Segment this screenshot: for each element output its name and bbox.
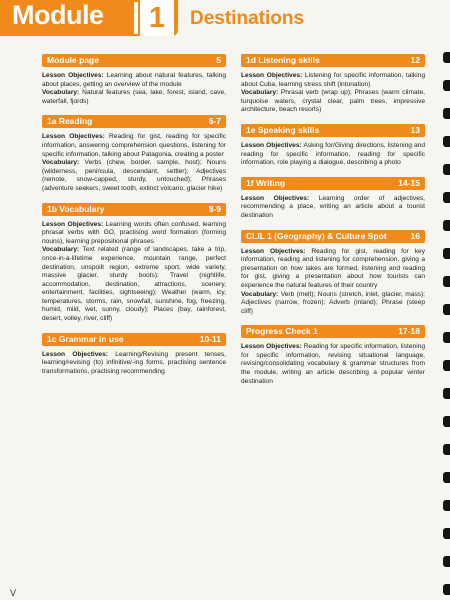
- section-clil-culture: [241, 230, 425, 317]
- binding-ring: [443, 528, 450, 539]
- section-text: [241, 248, 425, 317]
- binding-ring: [443, 80, 450, 91]
- left-column: [42, 54, 226, 385]
- binding-ring: [443, 360, 450, 371]
- objectives-text: Reading for gist, reading for specific information, answering comprehension questions, listening for specific information, talking about Patagonia, creating a poster: [42, 133, 226, 158]
- vocab-label: Vocabulary:: [42, 159, 80, 167]
- objectives-text: Listening for specific information, talking about Cuba, learning stress shift (intonation): [241, 72, 425, 88]
- section-bar: [241, 230, 425, 243]
- binding-ring: [443, 248, 450, 259]
- section-bar: [241, 325, 425, 338]
- section-page: 16: [410, 230, 420, 241]
- section-page: 12: [410, 55, 420, 65]
- section-1e-speaking: [241, 124, 425, 168]
- section-text: [241, 142, 425, 168]
- section-text: [42, 351, 226, 377]
- section-page: 10-11: [199, 333, 221, 344]
- objectives-label: Lesson Objectives:: [241, 247, 306, 255]
- section-page: 14-15: [398, 177, 420, 188]
- objectives-label: Lesson Objectives:: [241, 141, 302, 149]
- binding-ring: [443, 304, 450, 315]
- section-bar: [42, 54, 226, 67]
- binding-ring: [443, 500, 450, 511]
- section-module-page: [42, 54, 226, 106]
- objectives-label: Lesson Objectives:: [42, 350, 108, 358]
- objectives-label: Lesson Objectives:: [241, 72, 303, 79]
- section-bar: [42, 115, 226, 128]
- section-page: 13: [410, 124, 420, 135]
- vocab-label: Vocabulary:: [241, 290, 279, 298]
- section-1f-writing: [241, 177, 425, 221]
- binding-ring: [443, 584, 450, 595]
- objectives-text: Reading for gist, reading for key information, reading and listening for comprehension, giving a presentation on how lakes are formed, listening and reading for gist, giving a presentation about how tourists can experience the natural features of their country: [241, 247, 425, 289]
- binding-ring: [443, 52, 450, 63]
- section-text: [42, 133, 226, 193]
- vocab-text: Natural features (sea, lake, forest, island, cave, waterfall, fjords): [42, 89, 226, 105]
- binding-ring: [443, 388, 450, 399]
- section-bar: [241, 177, 425, 190]
- page-title: Destinations: [190, 8, 305, 29]
- section-bar: [241, 54, 425, 67]
- section-title: 1a Reading: [47, 116, 93, 127]
- section-title: CLIL 1 (Geography) & Culture Spot: [246, 230, 387, 241]
- objectives-text: Learning about natural features, talking about places, getting an overview of the module: [42, 72, 226, 88]
- binding-ring: [443, 136, 450, 147]
- binding-ring: [443, 472, 450, 483]
- section-1d-listening: [241, 54, 425, 115]
- binding-ring: [443, 192, 450, 203]
- section-text: [241, 343, 425, 386]
- binding-ring: [443, 444, 450, 455]
- vocab-label: Vocabulary:: [42, 246, 80, 254]
- binding-ring: [443, 416, 450, 427]
- section-text: [241, 72, 425, 115]
- objectives-label: Lesson Objectives:: [42, 220, 104, 228]
- module-number: 1: [140, 0, 174, 36]
- binding-ring: [443, 556, 450, 567]
- vocab-text: Text related (range of landscapes, take a trip, once-in-a-lifetime experience, mountain range, perfect destination, unspoilt region, extreme sport, wide variety, massive glacier, sturdy boots); Travel (nightlife, accommodation, destination, attractions, scenery, entertainment, facilities, sightseeing); Weather (warm, icy, temperatures, storms, rain, snowfall, sunshine, fog, freezing, humid, mild, wet, sunny, cloudy); Places (bay, rainforest, desert, volley, river, cliff): [42, 246, 227, 323]
- binding-ring: [443, 332, 450, 343]
- spiral-binding: [442, 44, 450, 600]
- section-title: 1f Writing: [246, 177, 286, 188]
- section-title: 1c Grammar in use: [47, 333, 124, 344]
- section-bar: [241, 124, 425, 137]
- binding-ring: [443, 220, 450, 231]
- binding-ring: [443, 164, 450, 175]
- section-page: 6-7: [208, 116, 221, 127]
- objectives-label: Lesson Objectives:: [42, 133, 105, 141]
- right-column: [241, 54, 425, 395]
- objectives-text: Learning order of adjectives, recommending a place, writing an article about a tourist destination: [241, 194, 425, 219]
- binding-ring: [443, 276, 450, 287]
- binding-ring: [443, 108, 450, 119]
- objectives-text: Reading for specific information, listening for specific information, revising situational language, revising/consolidating vocabulary & grammar structures from the module, writing an article describing a popular winter destination: [241, 343, 425, 385]
- section-page: 8-9: [208, 203, 221, 214]
- section-page: 17-18: [398, 326, 420, 337]
- module-banner: [0, 0, 178, 36]
- vocab-text: Verb (melt); Nouns (stretch, inlet, glacier, mass); Adjectives (narrow, frozen); Adverb (inland); Phrase (steep cliff): [241, 290, 425, 315]
- section-page: 5: [216, 55, 221, 65]
- section-text: [241, 195, 425, 221]
- vocab-label: Vocabulary:: [42, 89, 80, 97]
- objectives-text: Learning words often confused, learning phrasal verbs with GO, practising word formation (forming nouns), learning prepositional phrases: [42, 220, 226, 245]
- vocab-text: Phrasal verb (wrap up); Phrases (warm climate, turquoise waters, crystal clear, palm trees, impressive architecture, beach resorts): [241, 89, 425, 114]
- banner-divider: [134, 2, 138, 34]
- section-bar: [42, 203, 226, 216]
- objectives-text: Asking for/Giving directions, listening and reading for specific information, reading for specific information, role playing a dialogue, describing a photo: [241, 141, 425, 167]
- objectives-label: Lesson Objectives:: [241, 343, 302, 351]
- section-1a-reading: [42, 115, 226, 193]
- module-header: [0, 0, 450, 40]
- objectives-label: Lesson Objectives:: [42, 72, 104, 79]
- page-number: V: [10, 588, 17, 598]
- section-1c-grammar: [42, 333, 226, 377]
- section-title: 1e Speaking skills: [246, 124, 320, 135]
- section-1b-vocabulary: [42, 203, 226, 324]
- section-title: Progress Check 1: [246, 326, 318, 337]
- section-bar: [42, 333, 226, 346]
- vocab-label: Vocabulary:: [241, 89, 279, 97]
- section-text: [42, 72, 226, 106]
- section-title: Module page: [47, 55, 99, 65]
- section-title: 1d Listening skills: [246, 55, 320, 65]
- section-title: 1b Vocabulary: [47, 203, 105, 214]
- vocab-text: Verbs (chew, border, sample, host); Nouns (wilderness, peninsula, descendant, settler); Adjectives (remote, snow-capped, sturdy, untouched); Phrases (adventure seekers, sweet tooth, extinct volcano, glacier hike): [42, 159, 226, 192]
- objectives-label: Lesson Objectives:: [241, 194, 310, 202]
- section-text: [42, 221, 226, 324]
- module-word: Module: [12, 0, 104, 30]
- section-progress-check: [241, 325, 425, 386]
- objectives-text: Learning/Revising present tenses, learning/revising (to) infinitive/-ing forms, practising sentence transformations, practising recommending: [42, 350, 226, 375]
